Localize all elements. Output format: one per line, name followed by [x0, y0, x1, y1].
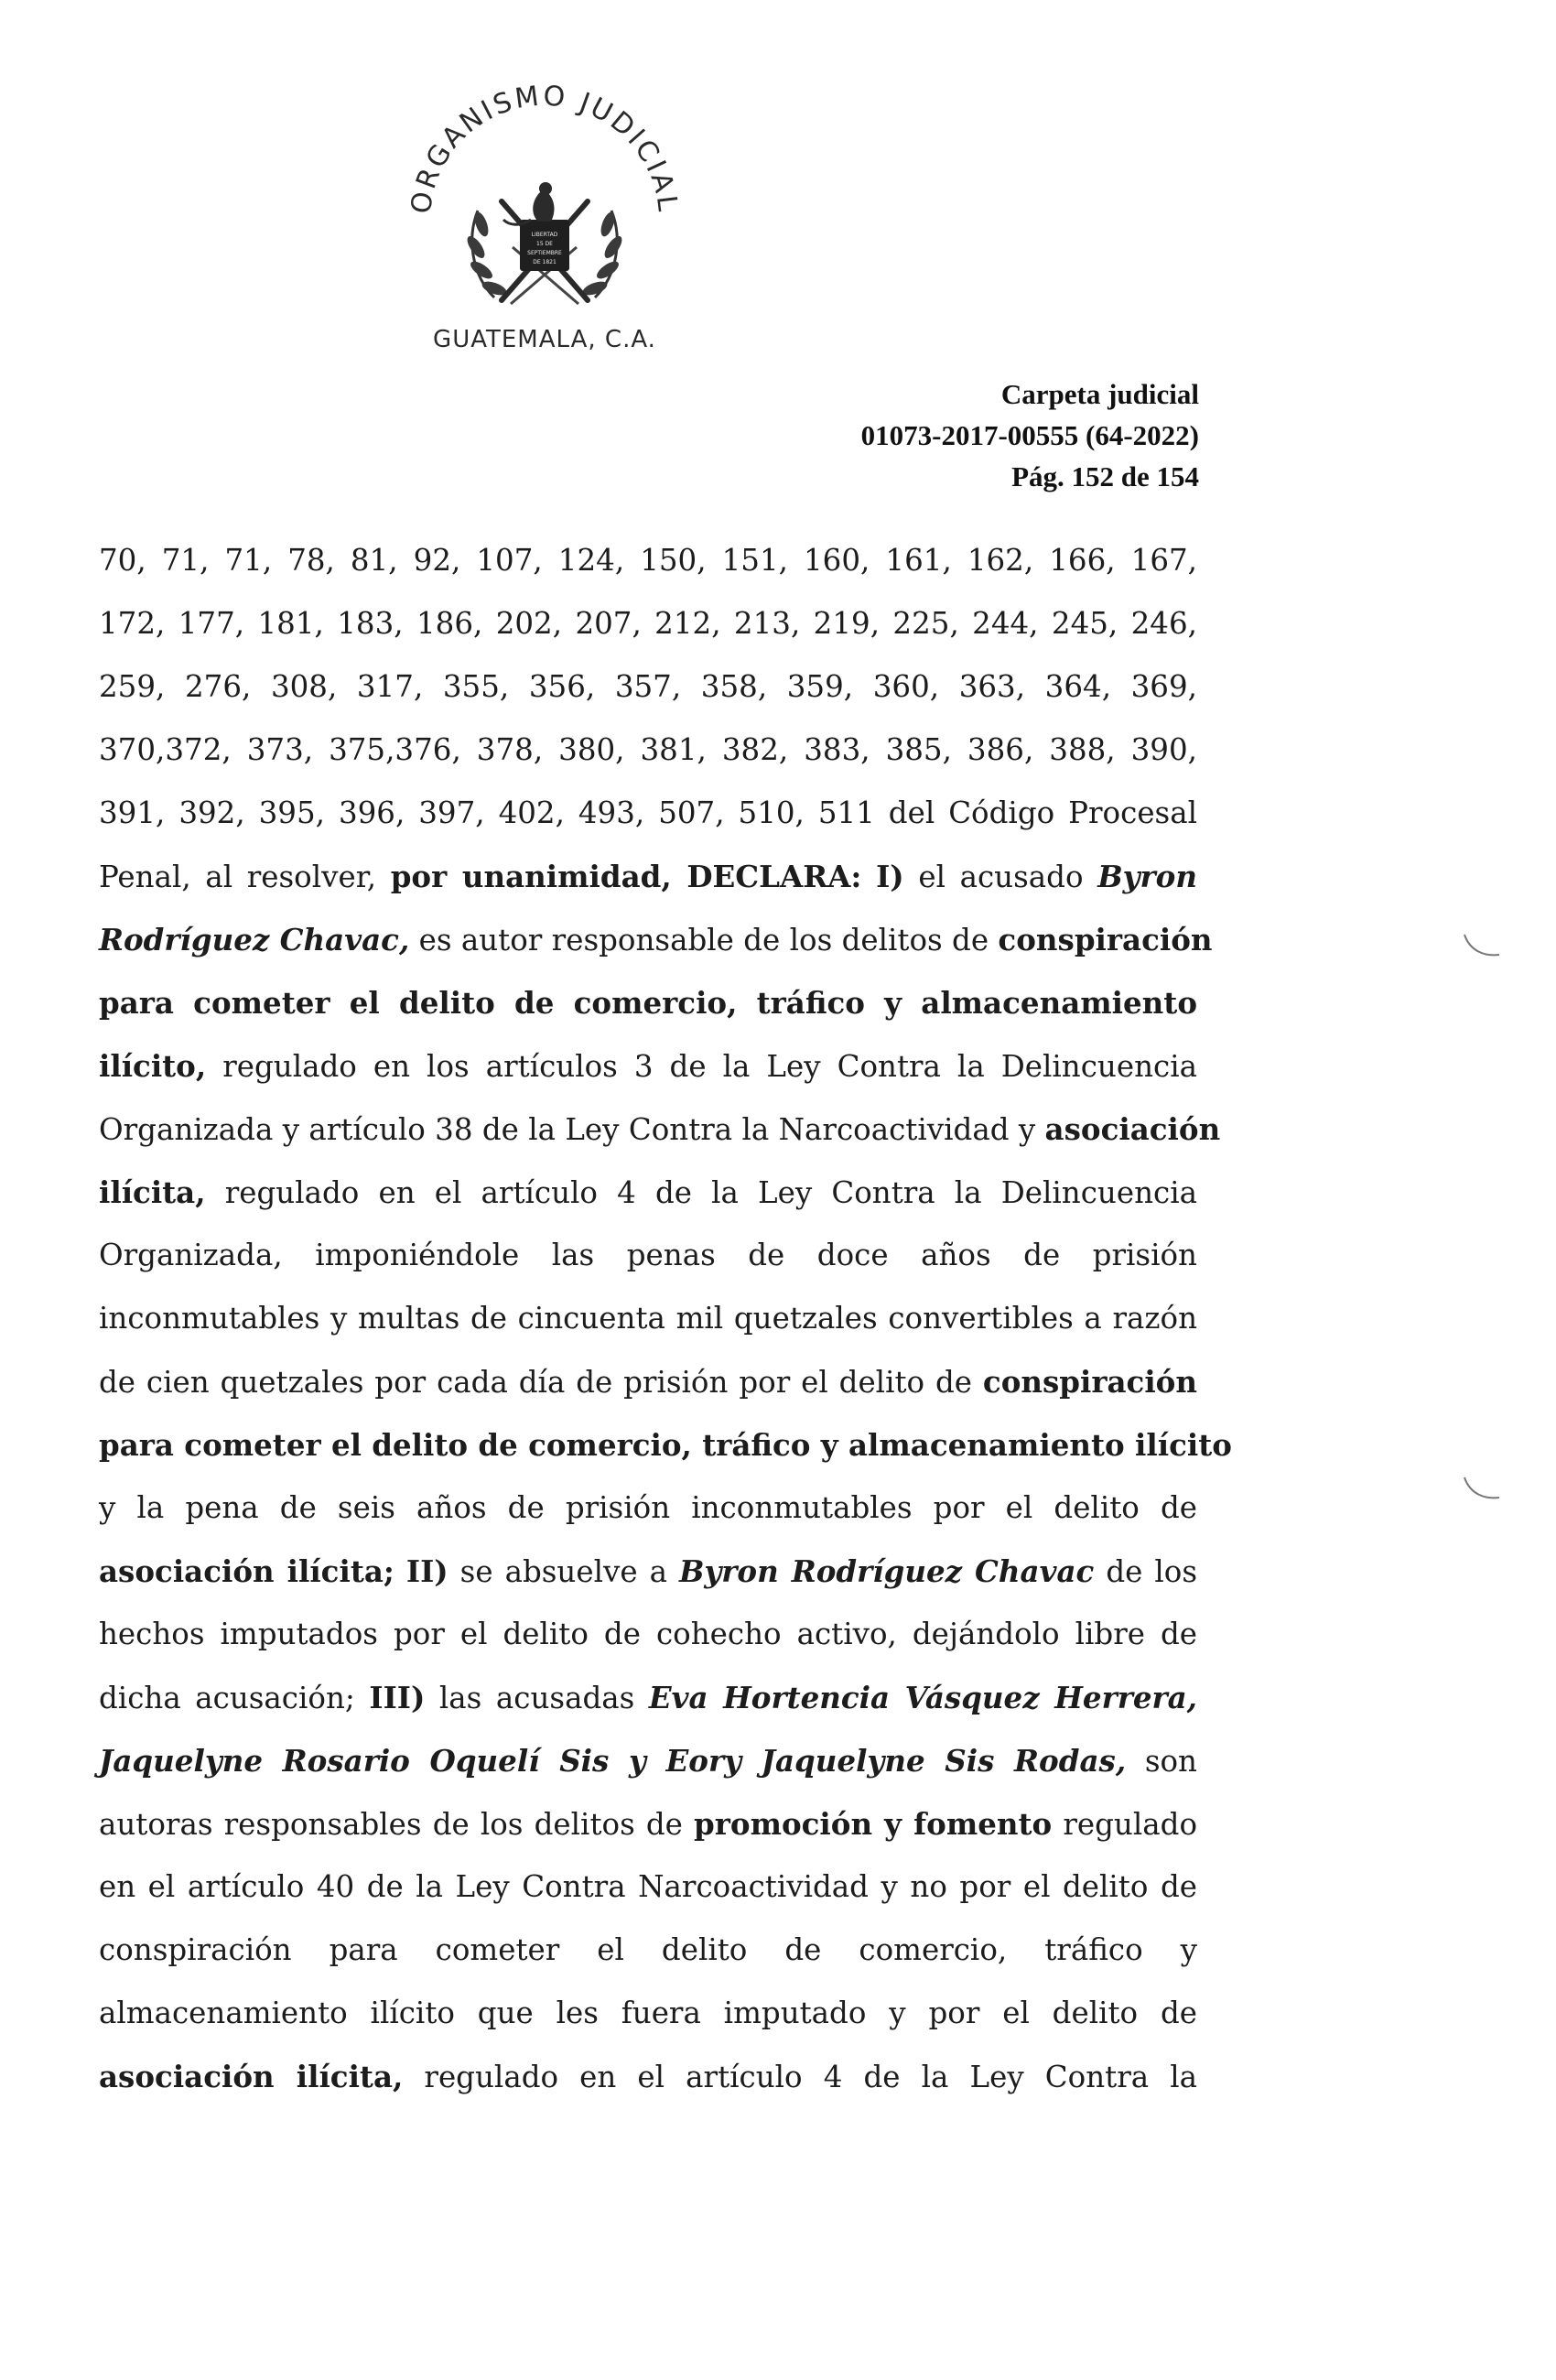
text-line — [99, 1919, 1197, 1982]
text-run: Rodríguez Chavac, — [99, 922, 410, 957]
text-run: asociación ilícita, — [99, 2059, 404, 2094]
text-run: conspiración — [982, 1364, 1197, 1400]
svg-text:LIBERTAD: LIBERTAD — [531, 232, 558, 238]
text-run: asociación — [1044, 1111, 1221, 1147]
svg-text:SEPTIEMBRE: SEPTIEMBRE — [527, 250, 562, 256]
text-line — [99, 1161, 1197, 1224]
text-line — [99, 2045, 1197, 2108]
text-run: las acusadas — [425, 1681, 649, 1715]
text-run: conspiración — [998, 922, 1213, 957]
text-run: promoción y fomento — [694, 1806, 1053, 1842]
text-run: almacenamiento ilícito que les fuera imputado y por el delito de — [99, 1996, 1197, 2030]
text-line — [99, 1287, 1197, 1350]
text-line — [99, 1540, 1197, 1603]
text-line — [99, 1603, 1197, 1666]
text-run: ilícita, — [99, 1174, 206, 1210]
text-run: I) — [876, 859, 904, 894]
text-run: regulado en los artículos 3 de la Ley Contra la Delincuencia — [206, 1049, 1197, 1084]
text-line — [99, 1792, 1197, 1855]
text-run: inconmutables y multas de cincuenta mil quetzales convertibles a razón — [99, 1301, 1197, 1336]
text-run: 391, 392, 395, 396, 397, 402, 493, 507, 510, 511 del Código Procesal — [99, 795, 1197, 830]
text-run — [394, 1554, 406, 1589]
text-run: en el artículo 40 de la Ley Contra Narcoactividad y no por el delito de — [99, 1869, 1197, 1904]
text-run: ilícito, — [99, 1048, 207, 1084]
svg-text:DE 1821: DE 1821 — [533, 259, 556, 265]
text-run: asociación ilícita; — [99, 1553, 394, 1589]
case-header-title: Carpeta judicial — [1000, 378, 1199, 410]
text-run: regulado — [1052, 1807, 1198, 1842]
text-run: Byron Rodríguez Chavac — [678, 1553, 1095, 1589]
text-run: para cometer el delito de comercio, tráfico y almacenamiento — [99, 985, 1197, 1021]
text-run: regulado en el artículo 4 de la Ley Contra la Delincuencia — [205, 1175, 1197, 1210]
text-run: Organizada, imponiéndole las penas de doce años de prisión — [99, 1238, 1197, 1272]
text-run: III) — [369, 1680, 426, 1715]
text-run: regulado en el artículo 4 de la Ley Contra la — [403, 2060, 1197, 2094]
text-run: Jaquelyne Rosario Oquelí Sis y Eory Jaquelyne Sis Rodas, — [99, 1743, 1127, 1779]
text-run: Penal, al resolver, — [99, 860, 391, 894]
text-line — [99, 971, 1197, 1034]
svg-text:15 DE: 15 DE — [536, 241, 553, 247]
text-line — [99, 1855, 1197, 1919]
organismo-judicial-seal — [394, 64, 696, 339]
text-line — [99, 908, 1213, 971]
text-line — [99, 1477, 1197, 1540]
text-line — [99, 529, 1197, 592]
text-run: II) — [405, 1553, 448, 1589]
text-line — [99, 655, 1197, 719]
text-line — [99, 1666, 1197, 1729]
text-run: conspiración para cometer el delito de comercio, tráfico y — [99, 1932, 1197, 1967]
text-run: es autor responsable de los delitos de — [409, 923, 999, 957]
text-run: por unanimidad, DECLARA: — [390, 859, 862, 894]
resolution-text — [99, 529, 1232, 2108]
text-line — [99, 1034, 1197, 1098]
case-number: 01073-2017-00555 (64-2022) — [860, 419, 1199, 451]
seal-arc-text: ORGANISMO JUDICIAL — [405, 80, 685, 216]
text-run: el acusado — [903, 860, 1098, 894]
text-line — [99, 1098, 1221, 1161]
text-run: Organizada y artículo 38 de la Ley Contra la Narcoactividad y — [99, 1112, 1045, 1147]
text-line — [99, 719, 1197, 782]
text-run: hechos imputados por el delito de cohecho activo, dejándolo libre de — [99, 1617, 1197, 1651]
text-line — [99, 1224, 1197, 1287]
text-run: Eva Hortencia Vásquez Herrera, — [648, 1680, 1197, 1715]
scan-mark — [1461, 929, 1503, 962]
text-run: para cometer el delito de comercio, tráfico y almacenamiento ilícito — [99, 1427, 1232, 1463]
text-run: son — [1126, 1744, 1197, 1779]
text-line — [99, 845, 1197, 908]
text-run: 370,372, 373, 375,376, 378, 380, 381, 382, 383, 385, 386, 388, 390, — [99, 732, 1197, 767]
text-run: y la pena de seis años de prisión inconmutables por el delito de — [99, 1490, 1197, 1525]
text-run: se absuelve a — [448, 1554, 679, 1589]
text-run: de los — [1094, 1554, 1197, 1589]
text-run — [861, 860, 876, 894]
text-line — [99, 1982, 1197, 2045]
scan-mark — [1461, 1472, 1503, 1505]
text-line — [99, 1729, 1197, 1792]
text-run: 70, 71, 71, 78, 81, 92, 107, 124, 150, 151, 160, 161, 162, 166, 167, — [99, 543, 1197, 578]
seal-caption: GUATEMALA, C.A. — [433, 326, 656, 353]
page-number: Pág. 152 de 154 — [1011, 460, 1199, 492]
text-run: 172, 177, 181, 183, 186, 202, 207, 212, 213, 219, 225, 244, 245, 246, — [99, 606, 1197, 641]
text-run: de cien quetzales por cada día de prisión por el delito de — [99, 1365, 983, 1400]
text-line — [99, 592, 1197, 655]
text-run: 259, 276, 308, 317, 355, 356, 357, 358, 359, 360, 363, 364, 369, — [99, 669, 1197, 704]
case-header — [861, 373, 1199, 497]
text-run: dicha acusación; — [99, 1681, 370, 1715]
text-line — [99, 1350, 1197, 1413]
text-line — [99, 1413, 1232, 1477]
text-run: autoras responsables de los delitos de — [99, 1807, 695, 1842]
text-line — [99, 782, 1197, 845]
text-run: Byron — [1097, 859, 1197, 894]
